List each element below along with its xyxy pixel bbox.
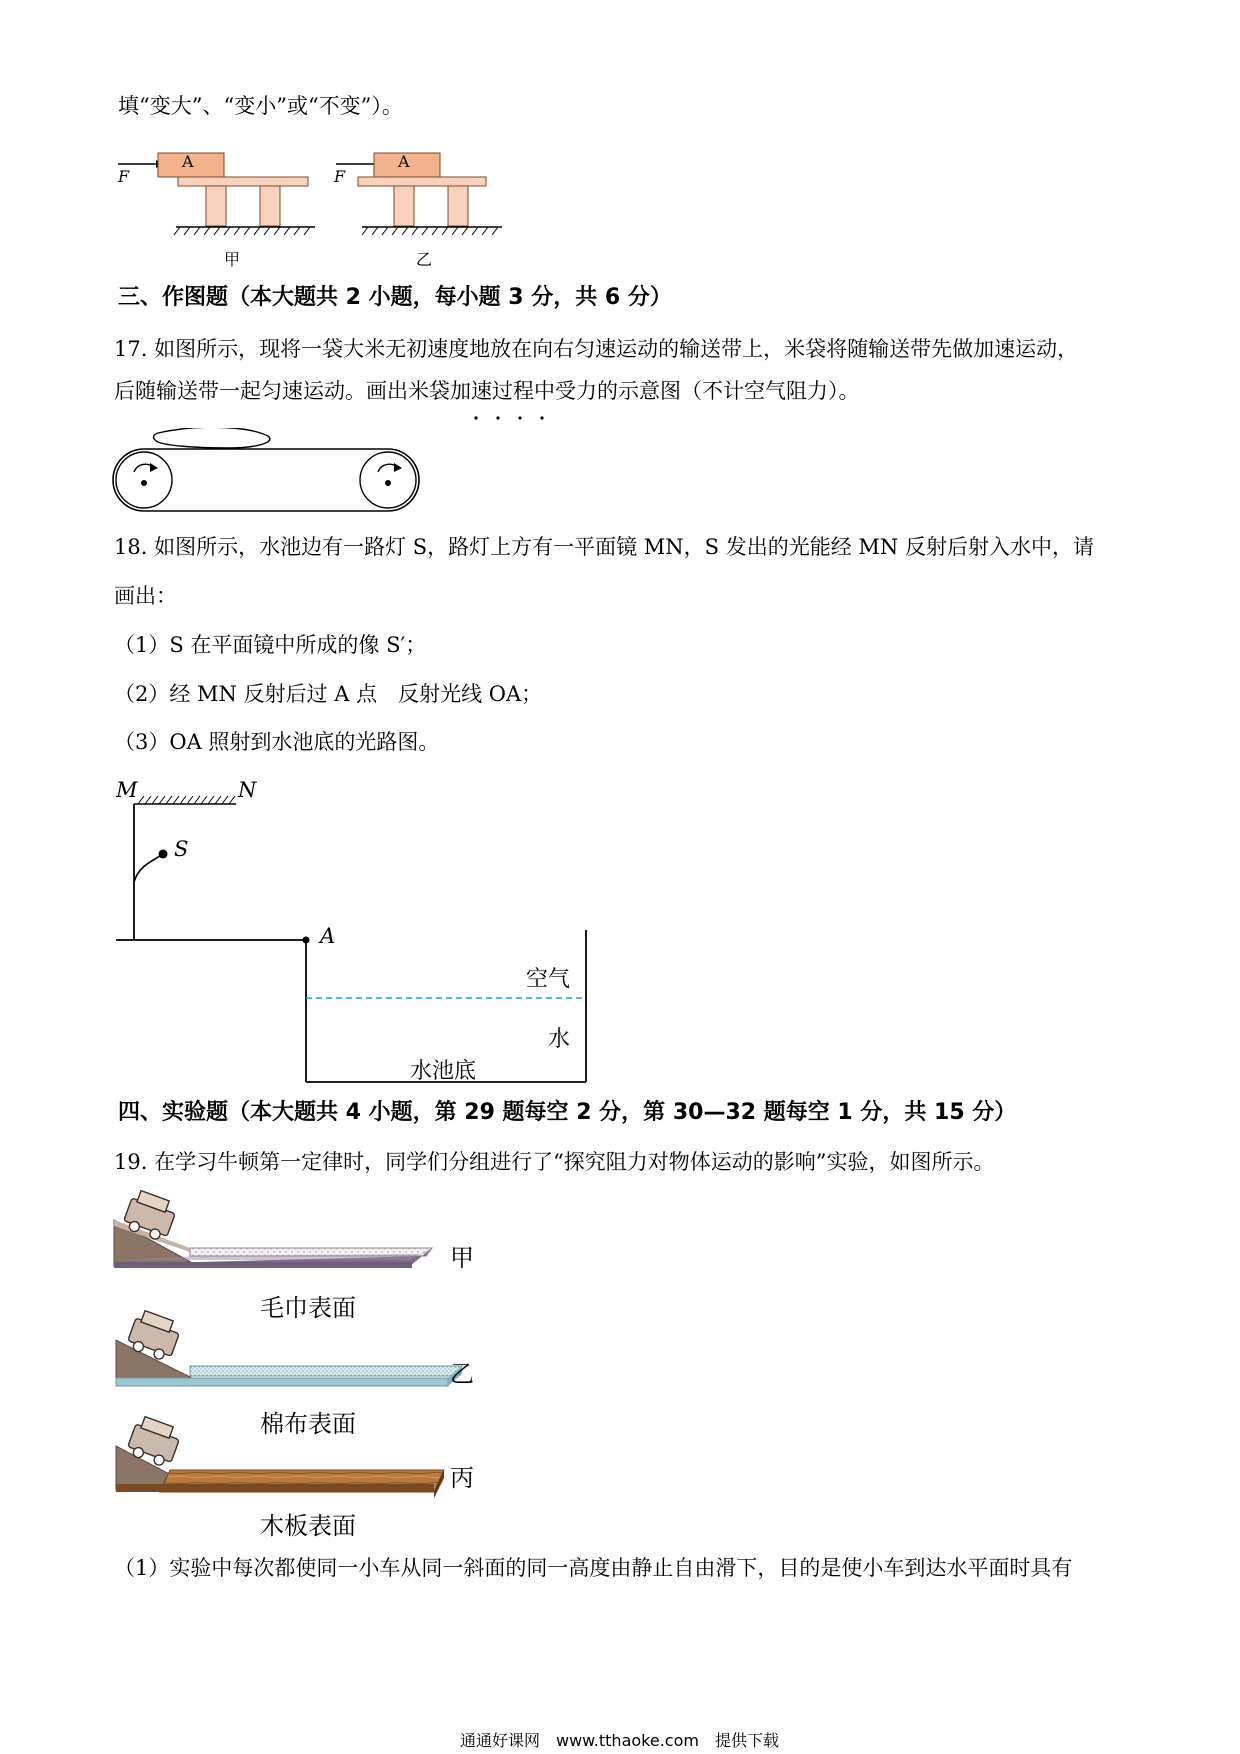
- fig19-tag-1: 甲: [450, 1244, 474, 1272]
- figure-19-svg: [110, 1190, 490, 1540]
- conveyor-svg: [108, 428, 424, 524]
- fig19-tag-2: 乙: [450, 1360, 474, 1388]
- q17-line-2: 后随输送带一起匀速运动。画出米袋加速过程中受力的示意图（不计空气阻力）。: [114, 379, 860, 403]
- label-air: 空气: [526, 967, 571, 992]
- emphasis-dots-svg: [468, 415, 558, 421]
- q19-item-1: （1）实验中每次都使同一小车从同一斜面的同一高度由静止自由滑下，目的是使小车到达水平面时具有: [114, 1556, 1073, 1580]
- top-line: 填“变大”、“变小”或“不变”）。: [118, 94, 403, 118]
- label-a: A: [320, 924, 336, 948]
- q18-item-1: （1）S 在平面镜中所成的像 S′；: [114, 633, 427, 657]
- section-3-title: 三、作图题（本大题共 2 小题，每小题 3 分，共 6 分）: [118, 285, 672, 310]
- fig16-caption-left: 甲: [224, 250, 241, 269]
- label-s: S: [174, 837, 189, 861]
- conveyor-figure: [108, 428, 424, 524]
- figure-18-svg: [108, 774, 598, 1090]
- q18-item-3: （3）OA 照射到水池底的光路图。: [114, 730, 440, 754]
- fig16-block-label-right: A: [398, 152, 410, 171]
- q19-line-1: 19. 在学习牛顿第一定律时，同学们分组进行了“探究阻力对物体运动的影响”实验，如图所示。: [114, 1150, 995, 1174]
- fig16-caption-right: 乙: [416, 250, 433, 269]
- fig19-caption-1: 毛巾表面: [260, 1294, 356, 1322]
- page-footer: 通通好课网 www.tthaoke.com 提供下载: [460, 1731, 779, 1750]
- lamp-arm: [134, 856, 160, 882]
- mirror-hatch: [138, 796, 235, 804]
- fig16-force-label-right: F: [334, 167, 346, 186]
- figure-19: [110, 1190, 490, 1540]
- fig16-force-label-left: F: [118, 167, 130, 186]
- fig19-caption-2: 棉布表面: [260, 1410, 356, 1438]
- q18-item-2: （2）经 MN 反射后过 A 点 反射光线 OA；: [114, 682, 543, 706]
- q17-line-1: 17. 如图所示，现将一袋大米无初速度地放在向右匀速运动的输送带上，米袋将随输送带先做加速运动，: [114, 337, 1079, 361]
- label-n: N: [238, 778, 257, 802]
- fig19-caption-3: 木板表面: [260, 1512, 356, 1540]
- section-4-title: 四、实验题（本大题共 4 小题，第 29 题每空 2 分，第 30—32 题每空 1 分，共 15 分）: [118, 1100, 1017, 1125]
- fig16-block-label-left: A: [182, 152, 194, 171]
- fig16-right: [336, 153, 502, 235]
- fig19-tag-3: 丙: [450, 1464, 474, 1492]
- lamp-s: [159, 850, 168, 859]
- q18-line-1: 18. 如图所示，水池边有一路灯 S，路灯上方有一平面镜 MN，S 发出的光能经 MN 反射后射入水中，请: [114, 535, 1094, 559]
- rice-bag: [154, 428, 270, 448]
- label-pool-bottom: 水池底: [410, 1059, 477, 1084]
- figure-16: [110, 145, 510, 275]
- ramp-towel: [114, 1190, 432, 1268]
- emphasis-dots: [468, 406, 558, 412]
- figure-18: [108, 774, 598, 1090]
- label-m: M: [116, 778, 138, 802]
- q18-line-2: 画出：: [114, 584, 177, 608]
- label-water: 水: [548, 1027, 571, 1052]
- figure-16-svg: [110, 145, 510, 275]
- fig16-left: [118, 153, 315, 235]
